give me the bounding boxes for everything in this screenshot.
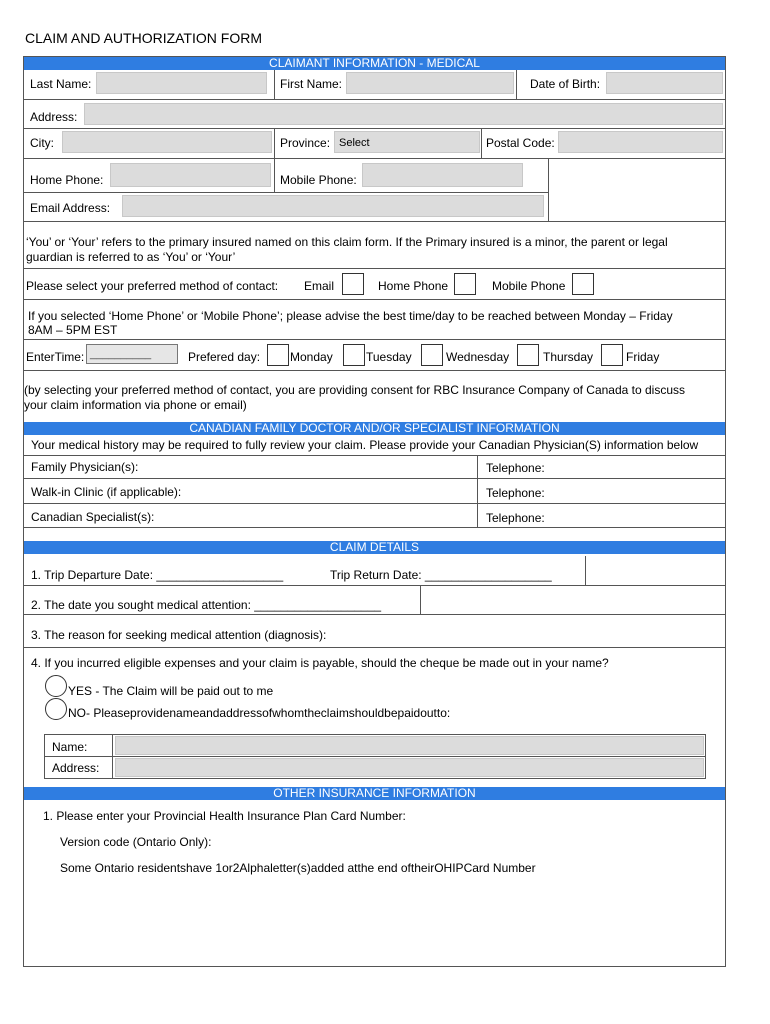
dob-label: Date of Birth: — [530, 77, 601, 91]
payee-address-label: Address: — [52, 761, 100, 775]
payee-name-label: Name: — [52, 740, 88, 754]
payee-name-field[interactable] — [115, 736, 704, 755]
province-select[interactable] — [334, 131, 480, 153]
contact-prompt: Please select your preferred method of contact: — [26, 279, 279, 293]
last-name-label: Last Name: — [30, 77, 92, 91]
day-thursday-checkbox[interactable] — [517, 344, 539, 366]
specialist-telephone-label: Telephone: — [486, 511, 545, 525]
cheque-yes-label: YES - The Claim will be paid out to me — [68, 684, 274, 698]
day-tuesday-checkbox[interactable] — [343, 344, 365, 366]
home-phone-label: Home Phone: — [30, 173, 104, 187]
cheque-yes-radio[interactable] — [45, 675, 67, 697]
payee-address-field[interactable] — [115, 758, 704, 777]
email-field[interactable] — [122, 195, 544, 217]
email-label: Email Address: — [30, 201, 111, 215]
day-tuesday-label: Tuesday — [366, 350, 412, 364]
ohip-note: Some Ontario residentshave 1or2Alphaletter(s)added atthe end oftheirOHIPCard Number — [60, 861, 536, 875]
postal-code-field[interactable] — [558, 131, 723, 153]
contact-home-label: Home Phone — [378, 279, 449, 293]
contact-email-checkbox[interactable] — [342, 273, 364, 295]
consent-line-2: your claim information via phone or email) — [24, 398, 247, 412]
city-label: City: — [30, 136, 54, 150]
section-header-doctor: CANADIAN FAMILY DOCTOR AND/OR SPECIALIST INFORMATION — [24, 422, 725, 435]
family-telephone-label: Telephone: — [486, 461, 545, 475]
walkin-clinic-label: Walk-in Clinic (if applicable): — [31, 485, 182, 499]
day-wednesday-checkbox[interactable] — [421, 344, 443, 366]
section-header-claim: CLAIM DETAILS — [24, 541, 725, 554]
mobile-phone-field[interactable] — [362, 163, 523, 187]
contact-home-checkbox[interactable] — [454, 273, 476, 295]
day-thursday-label: Thursday — [543, 350, 594, 364]
day-friday-checkbox[interactable] — [601, 344, 623, 366]
mobile-phone-label: Mobile Phone: — [280, 173, 357, 187]
preferred-day-label: Prefered day: — [188, 350, 261, 364]
cheque-question: 4. If you incurred eligible expenses and your claim is payable, should the cheque be made out in your name? — [31, 656, 609, 670]
last-name-field[interactable] — [96, 72, 267, 94]
walkin-telephone-label: Telephone: — [486, 486, 545, 500]
address-field[interactable] — [84, 103, 723, 125]
home-phone-field[interactable] — [110, 163, 271, 187]
trip-departure-label: 1. Trip Departure Date: ___________________ — [31, 568, 284, 582]
contact-mobile-label: Mobile Phone — [492, 279, 566, 293]
diagnosis-label: 3. The reason for seeking medical attention (diagnosis): — [31, 628, 327, 642]
city-field[interactable] — [62, 131, 272, 153]
time-note-line-2: 8AM – 5PM EST — [28, 323, 118, 337]
province-label: Province: — [280, 136, 331, 150]
province-selected-value: Select — [339, 137, 370, 149]
postal-code-label: Postal Code: — [486, 136, 555, 150]
specialist-label: Canadian Specialist(s): — [31, 510, 155, 524]
medical-attention-date-label: 2. The date you sought medical attention: ___________________ — [31, 598, 382, 612]
address-label: Address: — [30, 110, 78, 124]
enter-time-label: EnterTime: — [26, 350, 85, 364]
section-header-other-insurance: OTHER INSURANCE INFORMATION — [24, 787, 725, 800]
trip-return-label: Trip Return Date: ___________________ — [330, 568, 552, 582]
first-name-label: First Name: — [280, 77, 343, 91]
you-note-line-1: ‘You’ or ‘Your’ refers to the primary insured named on this claim form. If the Primary insured is a minor, the parent or legal — [26, 235, 668, 249]
time-note-line-1: If you selected ‘Home Phone’ or ‘Mobile Phone’; please advise the best time/day to be reached between Monday – Friday — [28, 309, 673, 323]
contact-mobile-checkbox[interactable] — [572, 273, 594, 295]
day-monday-label: Monday — [290, 350, 333, 364]
consent-line-1: (by selecting your preferred method of contact, you are providing consent for RBC Insurance Company of Canada to discuss — [24, 383, 686, 397]
section-header-claimant: CLAIMANT INFORMATION - MEDICAL — [24, 57, 725, 70]
form-title: CLAIM AND AUTHORIZATION FORM — [25, 30, 262, 46]
doctor-intro: Your medical history may be required to fully review your claim. Please provide your Canadian Physician(S) information below — [31, 438, 699, 452]
enter-time-field[interactable]: __________ — [86, 344, 178, 364]
version-code-label: Version code (Ontario Only): — [60, 835, 212, 849]
dob-field[interactable] — [606, 72, 723, 94]
contact-email-label: Email — [304, 279, 335, 293]
day-monday-checkbox[interactable] — [267, 344, 289, 366]
you-note-line-2: guardian is referred to as ‘You’ or ‘Your’ — [26, 250, 236, 264]
cheque-no-label: NO- Pleaseprovidenameandaddressofwhomtheclaimshouldbepaidoutto: — [68, 706, 451, 720]
cheque-no-radio[interactable] — [45, 698, 67, 720]
health-card-label: 1. Please enter your Provincial Health Insurance Plan Card Number: — [43, 809, 406, 823]
first-name-field[interactable] — [346, 72, 514, 94]
family-physician-label: Family Physician(s): — [31, 460, 139, 474]
day-friday-label: Friday — [626, 350, 660, 364]
day-wednesday-label: Wednesday — [446, 350, 510, 364]
